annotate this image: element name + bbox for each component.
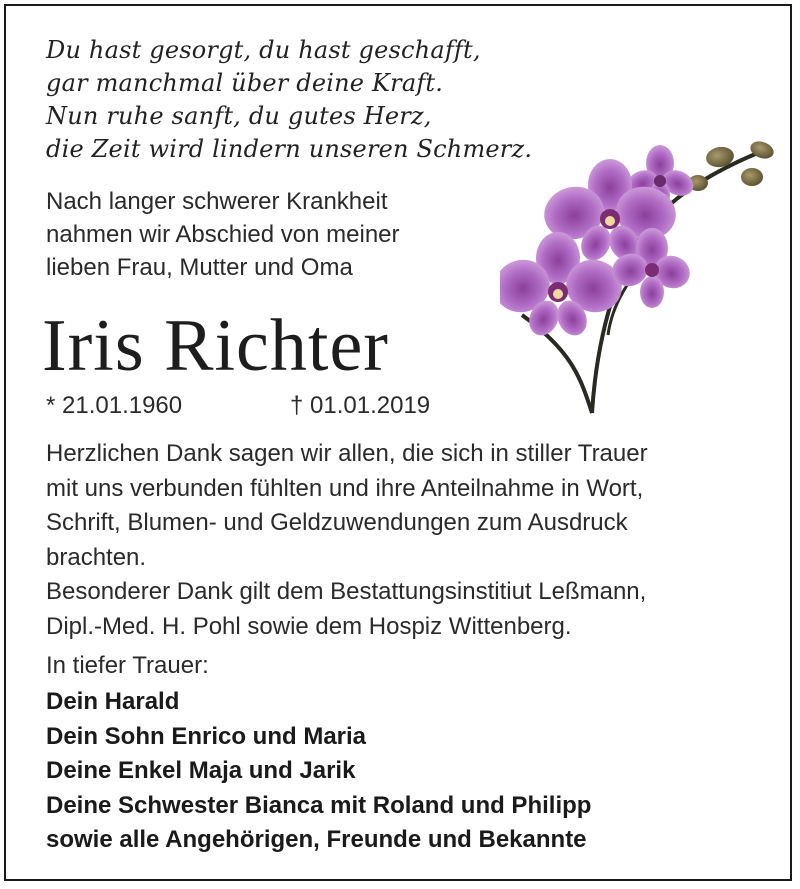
birth-date: * 21.01.1960 [46, 392, 183, 419]
thanks-line: Herzlichen Dank sagen wir allen, die sich in stiller Trauer [46, 440, 648, 467]
intro-line: lieben Frau, Mutter und Oma [46, 254, 353, 281]
thanks-line: mit uns verbunden fühlten und ihre Anteilnahme in Wort, [46, 474, 644, 502]
mourner-line: Dein Sohn Enrico und Maria [46, 722, 367, 750]
mourning-label: In tiefer Trauer: [46, 652, 209, 679]
mourner-line: sowie alle Angehörigen, Freunde und Bekannte [46, 826, 587, 853]
intro-line: Nach langer schwerer Krankheit [46, 188, 388, 215]
intro-line: nahmen wir Abschied von meiner [46, 221, 400, 248]
thanks-text [46, 437, 648, 644]
mourner-line: Deine Schwester Bianca mit Roland und Philipp [46, 791, 592, 819]
deceased-name: Iris Richter [42, 305, 389, 387]
death-date: † 01.01.2019 [290, 392, 431, 419]
thanks-line: Dipl.-Med. H. Pohl sowie dem Hospiz Wittenberg. [46, 612, 572, 640]
poem-line: Du hast gesorgt, du hast geschafft, [46, 36, 481, 64]
orchid-illustration [500, 135, 790, 420]
thanks-line: Besonderer Dank gilt dem Bestattungsinstitiut Leßmann, [46, 578, 647, 605]
poem-line: gar manchmal über deine Kraft. [46, 69, 444, 97]
mourners-list [46, 685, 591, 858]
mourner-line: Deine Enkel Maja und Jarik [46, 757, 356, 784]
thanks-line: Schrift, Blumen- und Geldzuwendungen zum Ausdruck [46, 509, 628, 536]
poem [46, 34, 532, 166]
intro-text [46, 185, 400, 284]
poem-line: Nun ruhe sanft, du gutes Herz, [46, 102, 432, 130]
mourner-line: Dein Harald [46, 688, 180, 715]
poem-line: die Zeit wird lindern unseren Schmerz. [46, 135, 533, 163]
thanks-line: brachten. [46, 543, 147, 571]
life-dates [46, 392, 430, 420]
